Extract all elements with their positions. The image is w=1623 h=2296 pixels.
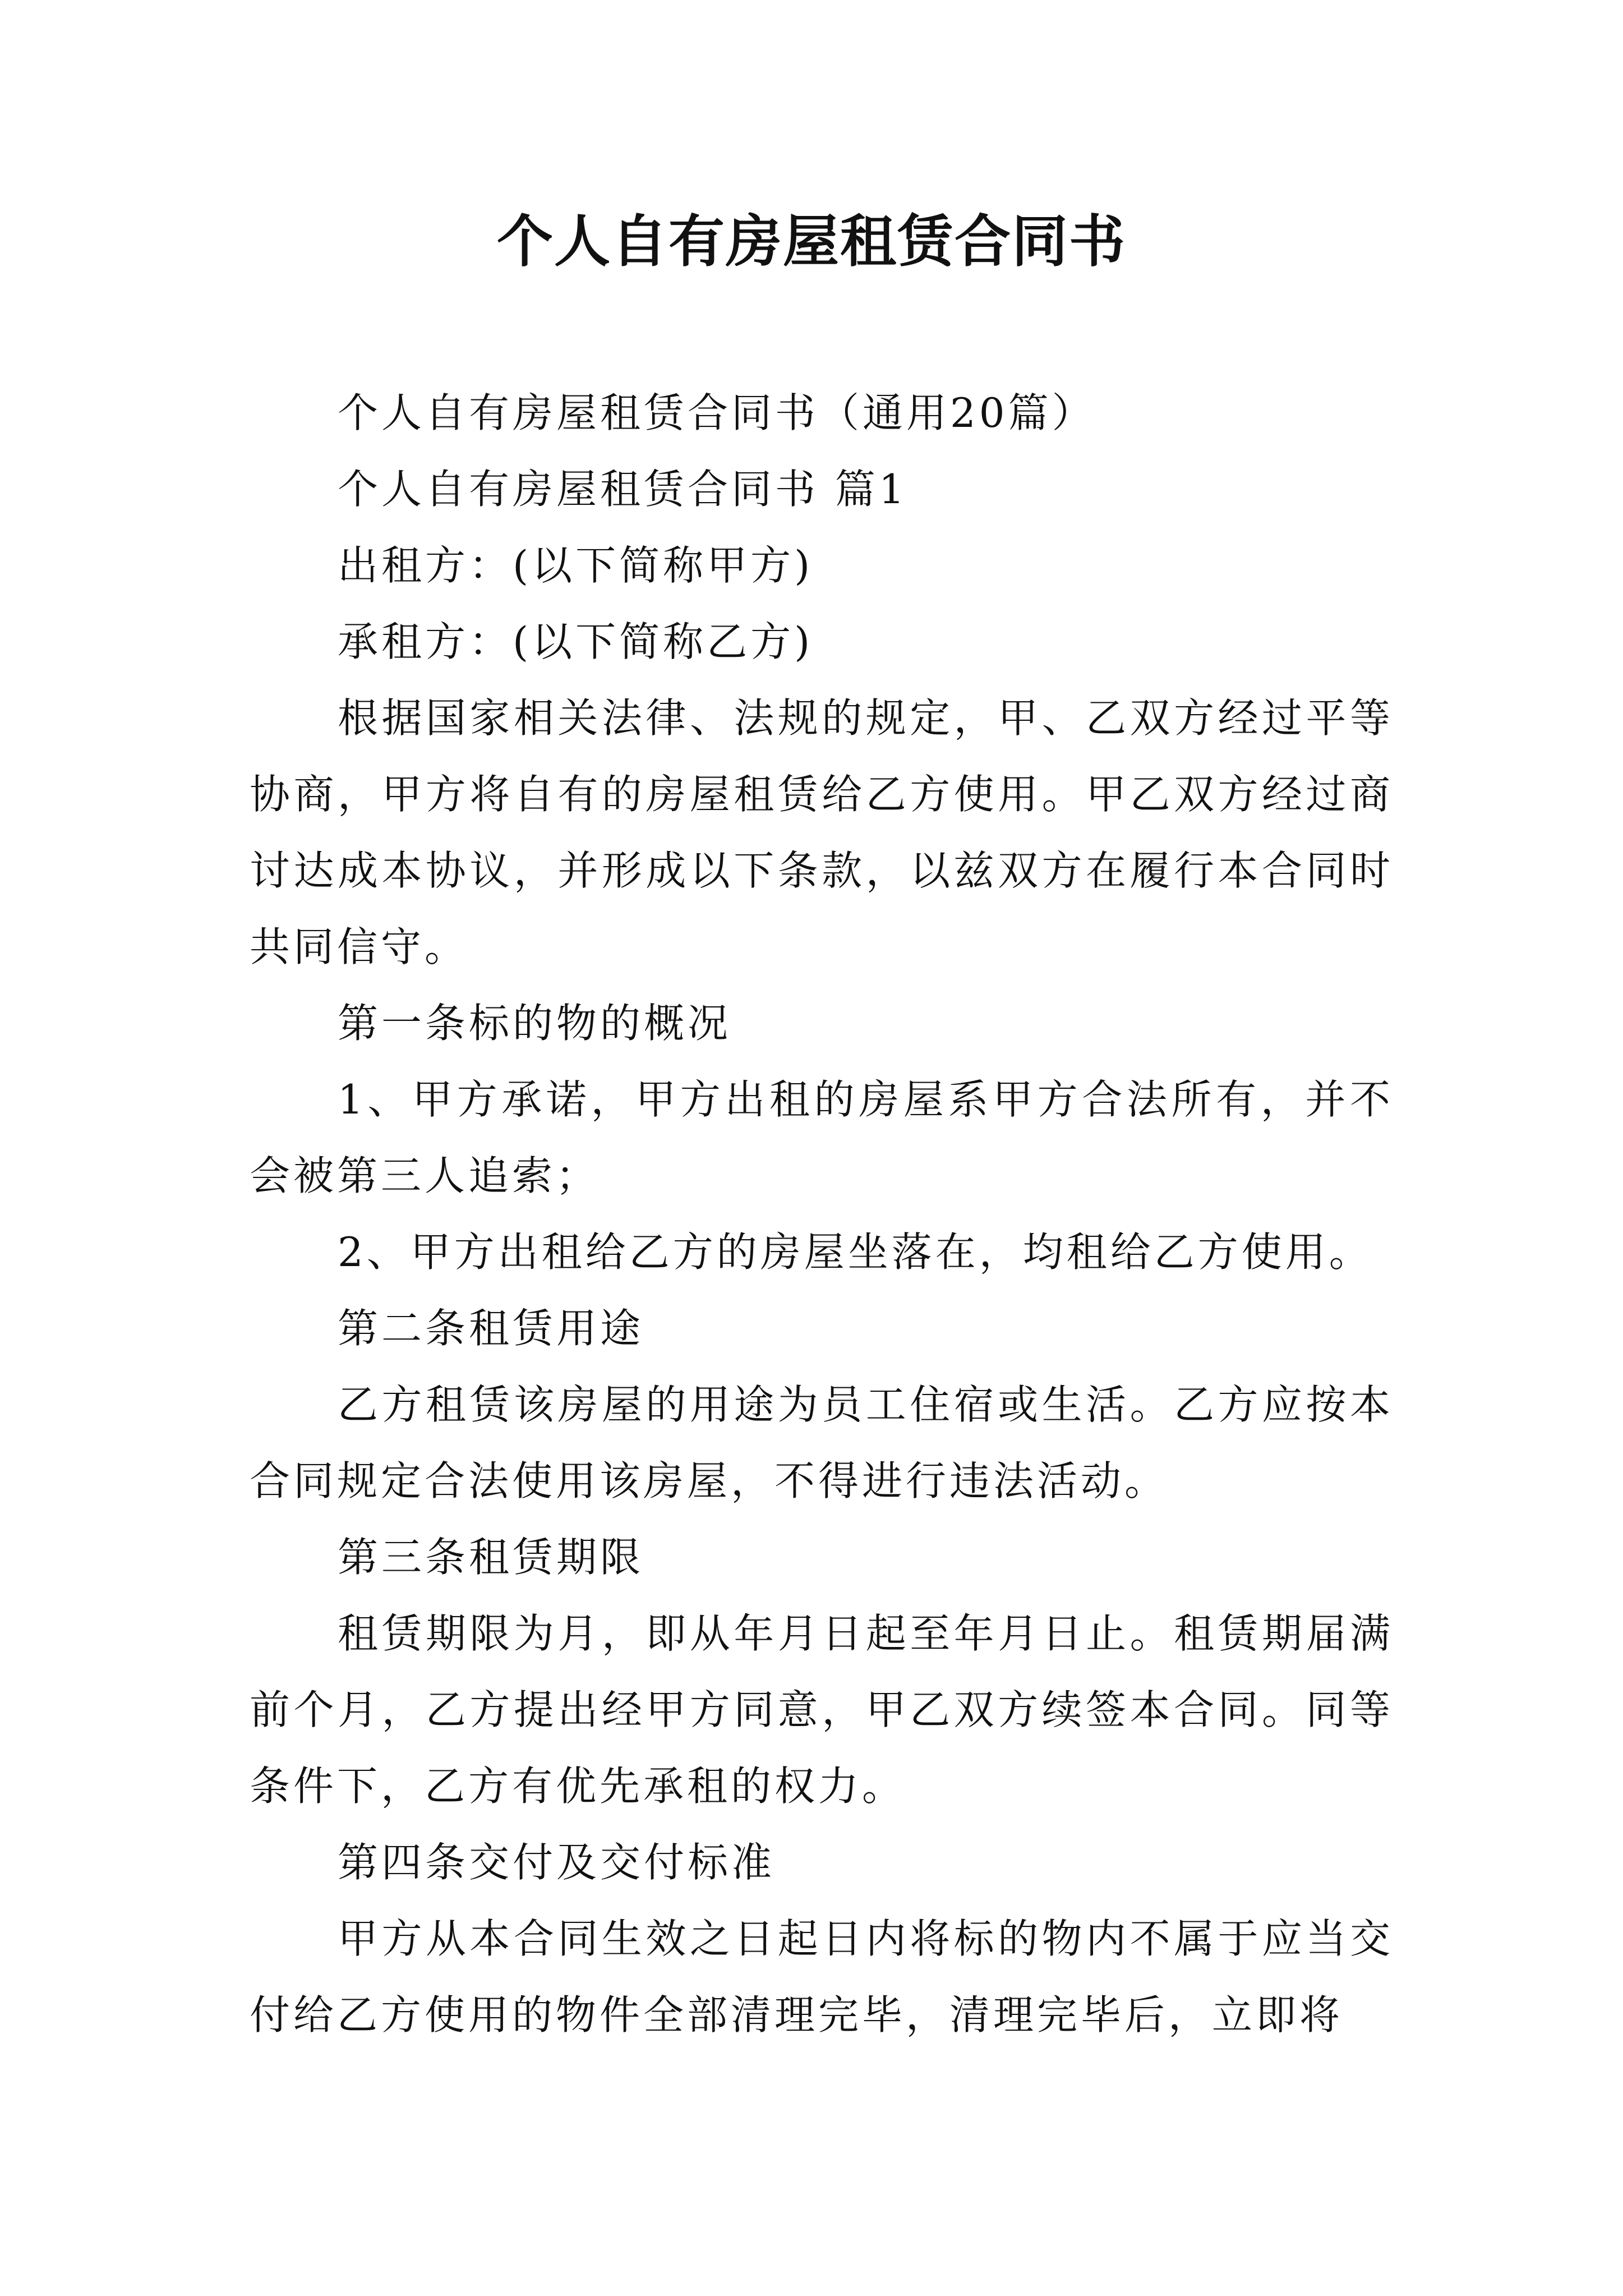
subtitle-paragraph: 个人自有房屋租赁合同书（通用20篇）: [338, 389, 1096, 436]
clause-paragraph: 1、甲方承诺，甲方出租的房屋系甲方合法所有，并不会被第三人追索；: [250, 1076, 1394, 1199]
clause-paragraph: 租赁期限为月，即从年月日起至年月日止。租赁期届满前个月，乙方提出经甲方同意，甲乙双方续签本合同。同等条件下，乙方有优先承租的权力。: [250, 1610, 1394, 1810]
preamble-paragraph: 根据国家相关法律、法规的规定，甲、乙双方经过平等协商，甲方将自有的房屋租赁给乙方使用。甲乙双方经过商讨达成本协议，并形成以下条款，以兹双方在履行本合同时共同信守。: [250, 694, 1394, 970]
article-heading: 第三条租赁期限: [338, 1534, 644, 1581]
clause-paragraph: 乙方租赁该房屋的用途为员工住宿或生活。乙方应按本合同规定合法使用该房屋，不得进行违法活动。: [250, 1381, 1394, 1504]
section-heading: 个人自有房屋租赁合同书 篇1: [338, 466, 908, 513]
article-heading: 第四条交付及交付标准: [338, 1839, 776, 1886]
document-body: [250, 375, 1394, 2053]
document-title: 个人自有房屋租赁合同书: [497, 208, 1126, 274]
article-heading: 第二条租赁用途: [338, 1305, 644, 1352]
article-heading: 第一条标的物的概况: [338, 1000, 732, 1047]
lessor-line: 出租方：(以下简称甲方): [338, 542, 814, 589]
lessee-line: 承租方：(以下简称乙方): [338, 618, 814, 665]
clause-paragraph: 2、甲方出租给乙方的房屋坐落在，均租给乙方使用。: [338, 1228, 1373, 1276]
clause-paragraph: 甲方从本合同生效之日起日内将标的物内不属于应当交付给乙方使用的物件全部清理完毕，清理完毕后，立即将: [250, 1915, 1394, 2039]
